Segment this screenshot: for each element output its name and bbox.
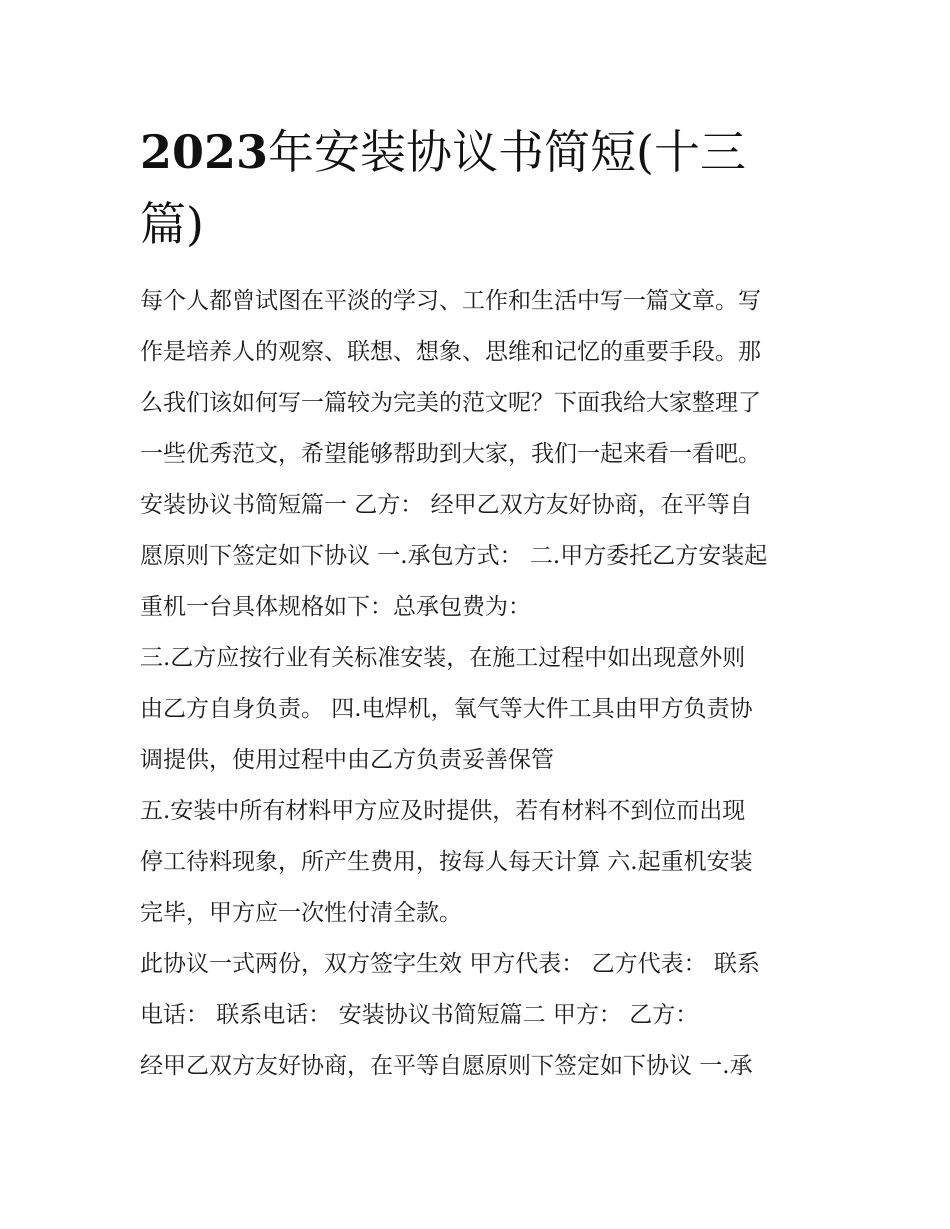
text-line: 电话： 联系电话： 安装协议书简短篇二 甲方： 乙方： — [140, 1002, 699, 1028]
text-line: 每个人都曾试图在平淡的学习、工作和生活中写一篇文章。写 — [140, 288, 761, 314]
text-line: 么我们该如何写一篇较为完美的范文呢？下面我给大家整理了 — [140, 390, 761, 416]
text-line: 停工待料现象，所产生费用，按每人每天计算 六.起重机安装 — [140, 849, 753, 875]
text-line: 三.乙方应按行业有关标准安装，在施工过程中如出现意外则 — [140, 645, 746, 671]
text-line: 作是培养人的观察、联想、想象、思维和记忆的重要手段。那 — [140, 339, 761, 365]
text-line: 五.安装中所有材料甲方应及时提供，若有材料不到位而出现 — [140, 798, 746, 824]
text-line: 重机一台具体规格如下：总承包费为： — [140, 594, 531, 620]
text-line: 调提供，使用过程中由乙方负责妥善保管 — [140, 747, 554, 773]
text-line: 完毕，甲方应一次性付清全款。 — [140, 900, 462, 926]
text-line: 愿原则下签定如下协议 一.承包方式： 二.甲方委托乙方安装起 — [140, 543, 768, 569]
text-line: 一些优秀范文，希望能够帮助到大家，我们一起来看一看吧。 — [140, 441, 761, 467]
title-year: 2023 — [140, 125, 269, 179]
title-text-line-2: 篇) — [140, 197, 204, 251]
document-body — [140, 280, 820, 1096]
text-line: 此协议一式两份，双方签字生效 甲方代表： 乙方代表： 联系 — [140, 951, 760, 977]
title-text-line-1: 年安装协议书简短(十三 — [268, 125, 746, 179]
text-line: 经甲乙双方友好协商，在平等自愿原则下签定如下协议 一.承 — [140, 1053, 753, 1079]
document-title — [140, 116, 820, 260]
text-line: 由乙方自身负责。 四.电焊机，氧气等大件工具由甲方负责协 — [140, 696, 753, 722]
text-line: 安装协议书简短篇一 乙方： 经甲乙双方友好协商，在平等自 — [140, 492, 753, 518]
